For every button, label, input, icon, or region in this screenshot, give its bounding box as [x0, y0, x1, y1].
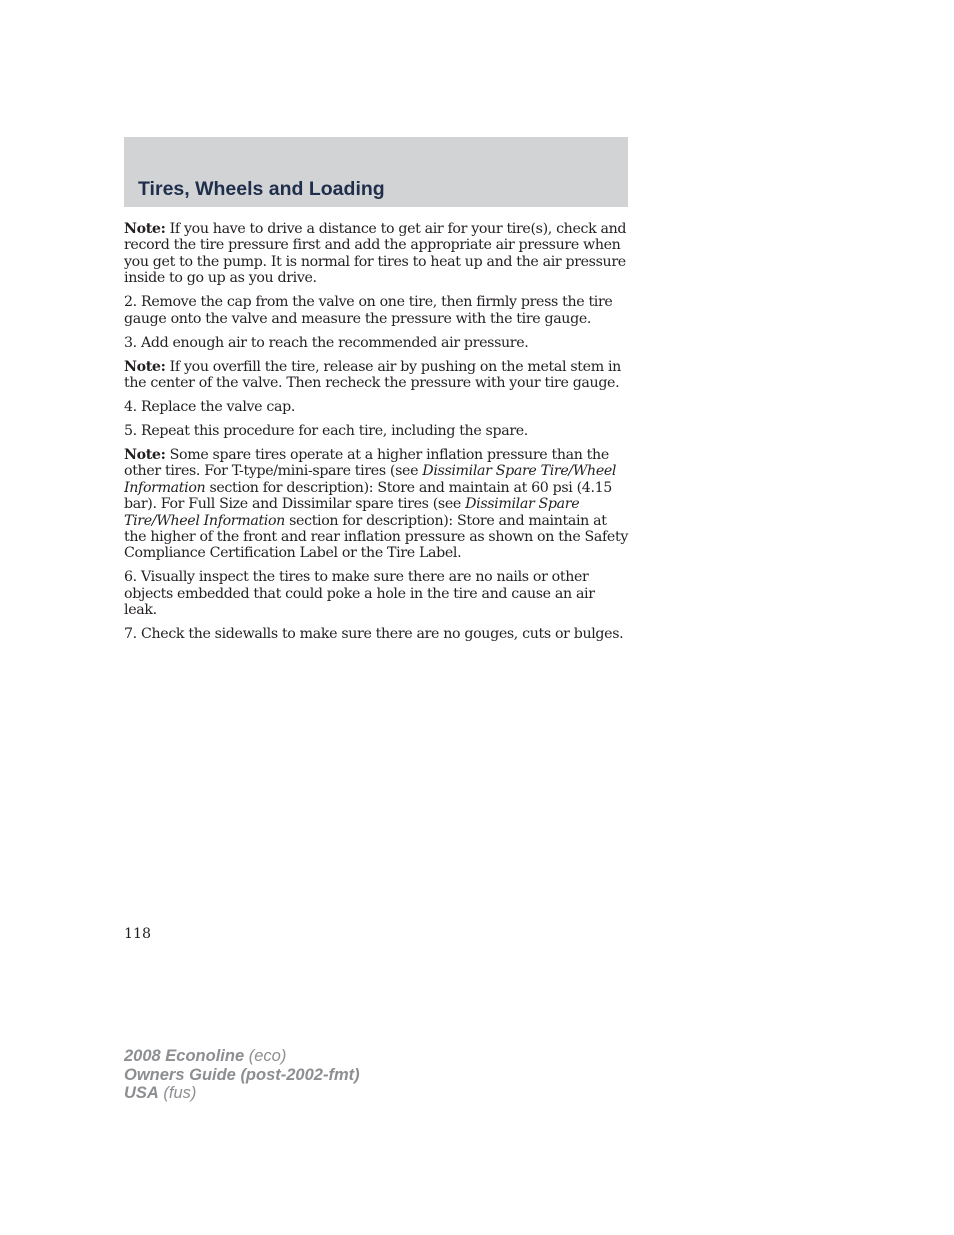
section-header-band: [124, 137, 628, 207]
step-6: 6. Visually inspect the tires to make sure there are no nails or other objects embedded that could poke a hole in the tire and cause an air leak.: [124, 569, 595, 619]
page-number: 118: [124, 926, 152, 942]
step-3: 3. Add enough air to reach the recommended air pressure.: [124, 334, 529, 351]
note-label: Note:: [124, 447, 166, 464]
note-text: section for description): Store and maintain at the higher of the front and rear inflation pressure as shown on the Safety Compliance Certification Label or the Tire Label.: [124, 512, 628, 562]
note-text: If you have to drive a distance to get air for your tire(s), check and record the tire pressure first and add the appropriate air pressure when you get to the pump. It is normal for tires to heat up and the air pressure inside to go up as you drive.: [124, 221, 627, 287]
footer-model: 2008 Econoline: [124, 1047, 245, 1065]
step-2: 2. Remove the cap from the valve on one tire, then firmly press the tire gauge onto the valve and measure the pressure with the tire gauge.: [124, 294, 613, 327]
note-paragraph: [124, 221, 628, 287]
section-reference: Dissimilar Spare Tire/Wheel Information: [124, 463, 617, 496]
step-7: 7. Check the sidewalls to make sure there are no gouges, cuts or bulges.: [124, 626, 624, 643]
footer-line-model: [124, 1047, 360, 1066]
footer-guide: Owners Guide (post-2002-fmt): [124, 1065, 360, 1084]
note-label: Note:: [124, 221, 166, 237]
section-title: Tires, Wheels and Loading: [138, 178, 385, 200]
footer-model-code: (eco): [244, 1047, 287, 1065]
note-text: If you overfill the tire, release air by pushing on the metal stem in the center of the valve. Then recheck the pressure with your tire gauge.: [124, 358, 621, 392]
document-footer: [124, 1047, 360, 1103]
step-4: 4. Replace the valve cap.: [124, 399, 295, 416]
section-reference: Dissimilar Spare Tire/Wheel Information: [124, 496, 580, 529]
note-paragraph: [124, 359, 628, 392]
note-text: Some spare tires operate at a higher inflation pressure than the other tires. For T-type/mini-spare tires (see: [124, 447, 609, 480]
note-text: section for description): Store and maintain at 60 psi (4.15 bar). For Full Size and Dissimilar spare tires (see: [124, 479, 612, 513]
note-paragraph: [124, 447, 628, 562]
step-5: 5. Repeat this procedure for each tire, including the spare.: [124, 423, 528, 440]
page-body: [124, 221, 628, 650]
note-label: Note:: [124, 358, 166, 375]
footer-market: USA: [124, 1084, 159, 1102]
footer-line-market: [124, 1084, 360, 1103]
footer-market-code: (fus): [158, 1084, 197, 1102]
